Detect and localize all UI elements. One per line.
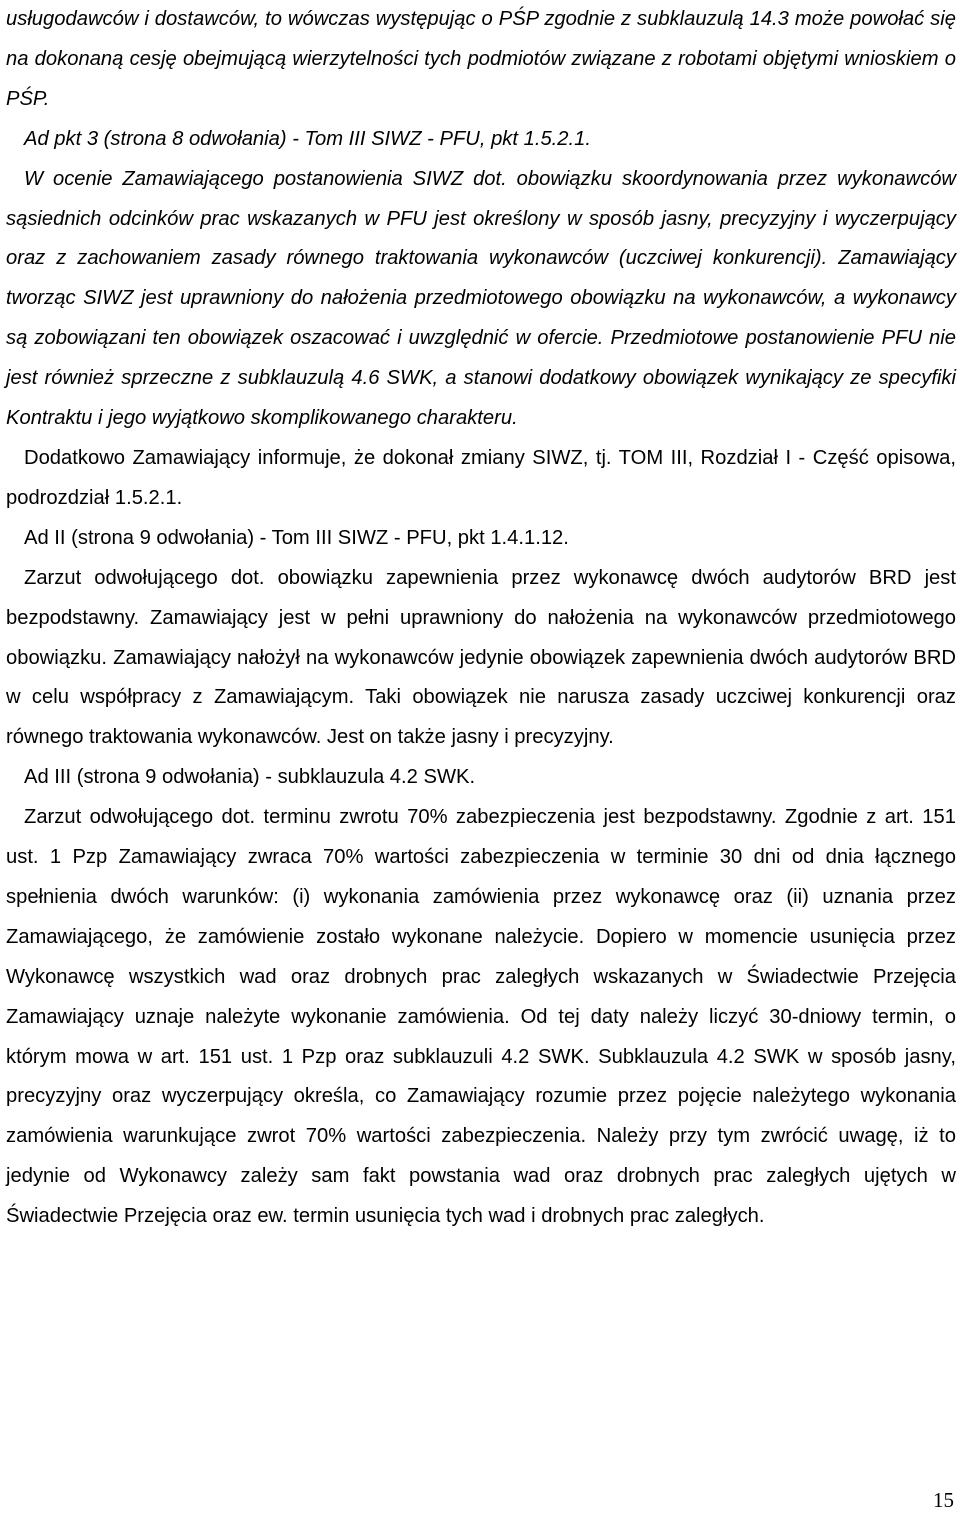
paragraph-heading-ad-iii: Ad III (strona 9 odwołania) - subklauzula 4.2 SWK. bbox=[24, 766, 476, 789]
document-body bbox=[6, 0, 956, 1237]
paragraph-heading-ad-ii: Ad II (strona 9 odwołania) - Tom III SIWZ - PFU, pkt 1.4.1.12. bbox=[24, 526, 569, 549]
paragraph-brd-auditors: Zarzut odwołującego dot. obowiązku zapewnienia przez wykonawcę dwóch audytorów BRD jest bezpodstawny. Zamawiający jest w pełni uprawniony do nałożenia na wykonawców przedmiotowego obowiązku. Zamawiający nałożył na wykonawców jedynie obowiązek zapewnienia dwóch audytorów BRD w celu współpracy z Zamawiającym. Taki obowiązek nie narusza zasady uczciwej konkurencji oraz równego traktowania wykonawców. Jest on także jasny i precyzyjny. bbox=[6, 566, 956, 749]
paragraph-coordination-obligation: W ocenie Zamawiającego postanowienia SIWZ dot. obowiązku skoordynowania przez wykonawców sąsiednich odcinków prac wskazanych w PFU jest określony w sposób jasny, precyzyjny i wyczerpujący oraz z zachowaniem zasady równego traktowania wykonawców (uczciwej konkurencji). Zamawiający tworząc SIWZ jest uprawniony do nałożenia przedmiotowego obowiązku na wykonawców, a wykonawcy są zobowiązani ten obowiązek oszacować i uwzględnić w ofercie. Przedmiotowe postanowienie PFU nie jest również sprzeczne z subklauzulą 4.6 SWK, a stanowi dodatkowy obowiązek wynikający ze specyfiki Kontraktu i jego wyjątkowo skomplikowanego charakteru. bbox=[6, 167, 956, 430]
paragraph-cession-continuation: usługodawców i dostawców, to wówczas występując o PŚP zgodnie z subklauzulą 14.3 może powołać się na dokonaną cesję obejmującą wierzytelności tych podmiotów związane z robotami objętymi wnioskiem o PŚP. bbox=[6, 8, 956, 110]
page-number: 15 bbox=[933, 1488, 954, 1512]
paragraph-heading-ad-pkt-3: Ad pkt 3 (strona 8 odwołania) - Tom III SIWZ - PFU, pkt 1.5.2.1. bbox=[24, 127, 591, 150]
paragraph-siwz-amendment: Dodatkowo Zamawiający informuje, że dokonał zmiany SIWZ, tj. TOM III, Rozdział I - Część opisowa, podrozdział 1.5.2.1. bbox=[6, 446, 956, 509]
paragraph-security-return: Zarzut odwołującego dot. terminu zwrotu 70% zabezpieczenia jest bezpodstawny. Zgodnie z art. 151 ust. 1 Pzp Zamawiający zwraca 70% wartości zabezpieczenia w terminie 30 dni od dnia łącznego spełnienia dwóch warunków: (i) wykonania zamówienia przez wykonawcę oraz (ii) uznania przez Zamawiającego, że zamówienie zostało wykonane należycie. Dopiero w momencie usunięcia przez Wykonawcę wszystkich wad oraz drobnych prac zaległych wskazanych w Świadectwie Przejęcia Zamawiający uznaje należyte wykonanie zamówienia. Od tej daty należy liczyć 30-dniowy termin, o którym mowa w art. 151 ust. 1 Pzp oraz subklauzuli 4.2 SWK. Subklauzula 4.2 SWK w sposób jasny, precyzyjny oraz wyczerpujący określa, co Zamawiający rozumie przez pojęcie należytego wykonania zamówienia warunkujące zwrot 70% wartości zabezpieczenia. Należy przy tym zwrócić uwagę, iż to jedynie od Wykonawcy zależy sam fakt powstania wad oraz drobnych prac zaległych ujętych w Świadectwie Przejęcia oraz ew. termin usunięcia tych wad i drobnych prac zaległych. bbox=[6, 806, 956, 1228]
